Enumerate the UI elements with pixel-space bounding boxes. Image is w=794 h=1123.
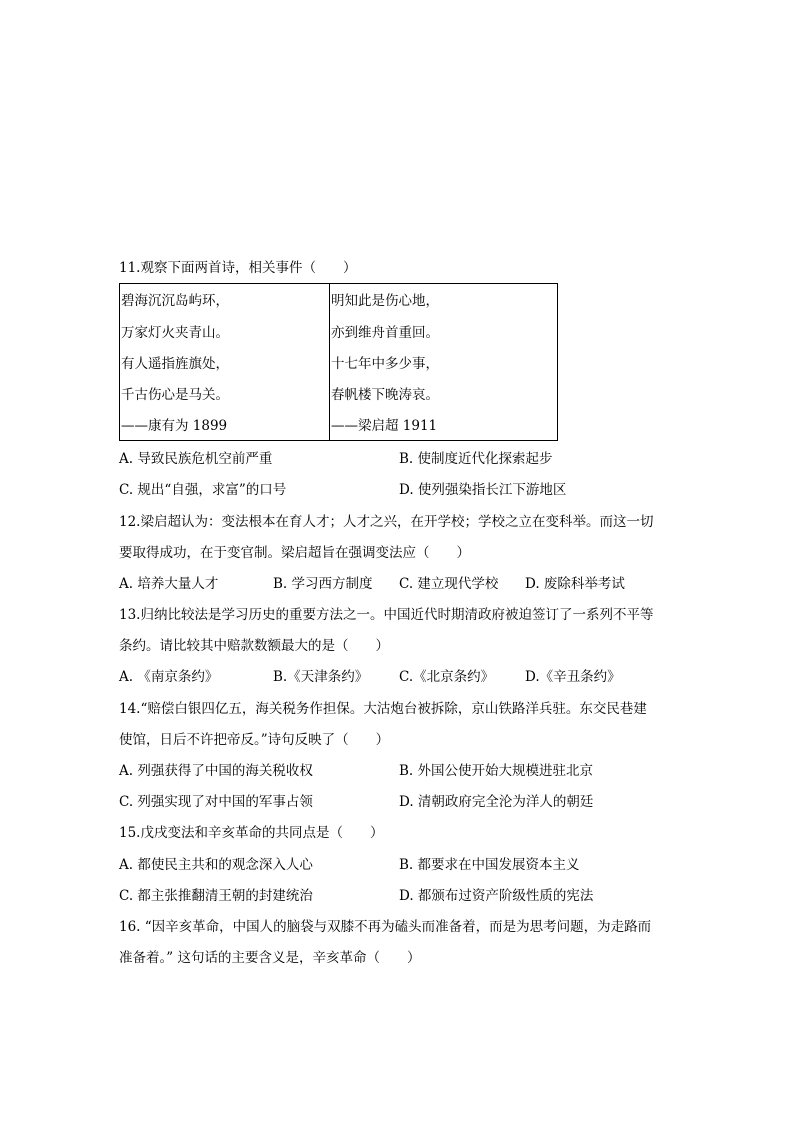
q14-option-c[interactable]: C. 列强实现了对中国的军事占领: [119, 794, 313, 810]
q13-option-b[interactable]: B.《天津条约》: [273, 669, 369, 685]
q13-option-c[interactable]: C.《北京条约》: [399, 669, 495, 685]
q12-option-d[interactable]: D. 废除科举考试: [525, 576, 625, 592]
q13-stem-line-1: 13.归纳比较法是学习历史的重要方法之一。中国近代时期清政府被迫签订了一系列不平等: [119, 607, 654, 623]
poem-right-line-1: 明知此是伤心地，: [331, 293, 439, 309]
q11-stem: 11.观察下面两首诗，相关事件（ ）: [119, 260, 357, 276]
q15-option-b[interactable]: B. 都要求在中国发展资本主义: [399, 857, 580, 873]
q12-stem-line-1: 12.梁启超认为：变法根本在育人才；人才之兴，在开学校；学校之立在变科举。而这一切: [119, 514, 654, 530]
poem-left-line-3: 有人遥指旌旗处，: [121, 356, 229, 372]
q14-stem-line-2: 使馆，日后不许把帝反。”诗句反映了（ ）: [119, 732, 390, 748]
q16-stem-line-2: 准备着。” 这句话的主要含义是，辛亥革命（ ）: [119, 950, 421, 966]
poem-left-line-4: 千古伤心是马关。: [121, 387, 229, 403]
q12-option-a[interactable]: A. 培养大量人才: [119, 576, 219, 592]
table-divider: [329, 284, 330, 440]
q13-stem-line-2: 条约。请比较其中赔款数额最大的是（ ）: [119, 638, 389, 654]
poem-right-line-3: 十七年中多少事，: [331, 356, 439, 372]
q11-option-c[interactable]: C. 规出“自强，求富”的口号: [119, 482, 287, 498]
q14-option-d[interactable]: D. 清朝政府完全沦为洋人的朝廷: [399, 794, 594, 810]
poem-right-line-4: 春帆楼下晚涛哀。: [331, 387, 439, 403]
q15-option-c[interactable]: C. 都主张推翻清王朝的封建统治: [119, 888, 313, 904]
q12-stem-line-2: 要取得成功，在于变官制。梁启超旨在强调变法应（ ）: [119, 545, 470, 561]
q15-option-a[interactable]: A. 都使民主共和的观念深入人心: [119, 857, 313, 873]
q14-stem-line-1: 14.“赔偿白银四亿五，海关税务作担保。大沽炮台被拆除，京山铁路洋兵驻。东交民巷建: [119, 701, 647, 717]
poem-left-line-2: 万家灯火夹青山。: [121, 325, 229, 341]
q12-option-c[interactable]: C. 建立现代学校: [399, 576, 499, 592]
poem-right-attribution: ——梁启超 1911: [331, 418, 438, 434]
poem-right-line-2: 亦到维舟首重回。: [331, 325, 439, 341]
q15-option-d[interactable]: D. 都颁布过资产阶级性质的宪法: [399, 888, 594, 904]
q15-stem: 15.戊戌变法和辛亥革命的共同点是（ ）: [119, 825, 384, 841]
q11-option-a[interactable]: A. 导致民族危机空前严重: [119, 451, 273, 467]
q11-option-d[interactable]: D. 使列强染指长江下游地区: [399, 482, 567, 498]
q16-stem-line-1: 16. “因辛亥革命，中国人的脑袋与双膝不再为磕头而准备着，而是为思考问题，为走路而: [119, 919, 652, 935]
q13-option-d[interactable]: D.《辛丑条约》: [525, 669, 621, 685]
poem-left-attribution: ——康有为 1899: [121, 418, 228, 434]
q13-option-a[interactable]: A. 《南京条约》: [119, 669, 219, 685]
q11-option-b[interactable]: B. 使制度近代化探索起步: [399, 451, 553, 467]
q14-option-a[interactable]: A. 列强获得了中国的海关税收权: [119, 763, 313, 779]
q14-option-b[interactable]: B. 外国公使开始大规模进驻北京: [399, 763, 594, 779]
q12-option-b[interactable]: B. 学习西方制度: [273, 576, 373, 592]
poem-table: [119, 283, 558, 441]
poem-left-line-1: 碧海沉沉岛屿环，: [121, 293, 229, 309]
